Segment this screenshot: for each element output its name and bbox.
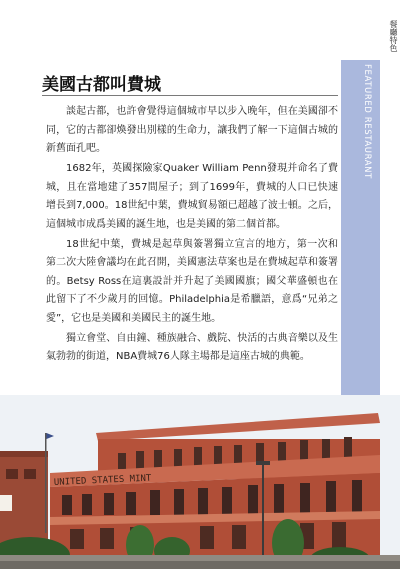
building-sign-text: UNITED STATES MINT (53, 473, 152, 488)
article-title: 美國古都叫費城 (42, 75, 161, 95)
us-mint-building-photo (0, 395, 400, 569)
section-tab: 餐廳特色 (389, 20, 398, 52)
title-divider (42, 95, 338, 96)
article-body (46, 103, 338, 368)
paragraph-intro: 談起古都，也許會覺得這個城市早以步入晚年，但在美國卻不同，它的古都卻煥發出別樣的生命力，讓我們了解一下這個古城的新舊面孔吧。 (46, 106, 338, 154)
paragraph-history: 1682年，英國探險家Quaker William Penn發現并命名了費城，且在當地建了357間屋子；到了1699年，費城的人口已快速增長到7,000。18世紀中葉，費城貿易額已超越了波士頓。之后，這個城市成爲美國的誕生地，也是美國的第二個首都。 (46, 163, 338, 230)
paragraph-independence: 18世紀中葉，費城是起草與簽署獨立宣言的地方，第一次和第二次大陸會議均在此召開，美國憲法草案也是在費城起草和簽署的。Betsy Ross在這裏設計并升起了美國國旗；國父華盛頓也在此留下了不少歲月的回憶。Philadelphia是希臘語，意爲“兄弟之愛”，它也是美國和美國民主的誕生地。 (46, 238, 338, 324)
paragraph-landmarks: 獨立會堂、自由鐘、種族融合、戲院、快活的古典音樂以及生氣勃勃的街道，NBA費城76人隊主場都是這座古城的典範。 (46, 332, 338, 362)
side-banner-text: FEATURED RESTAURANT (362, 64, 372, 179)
